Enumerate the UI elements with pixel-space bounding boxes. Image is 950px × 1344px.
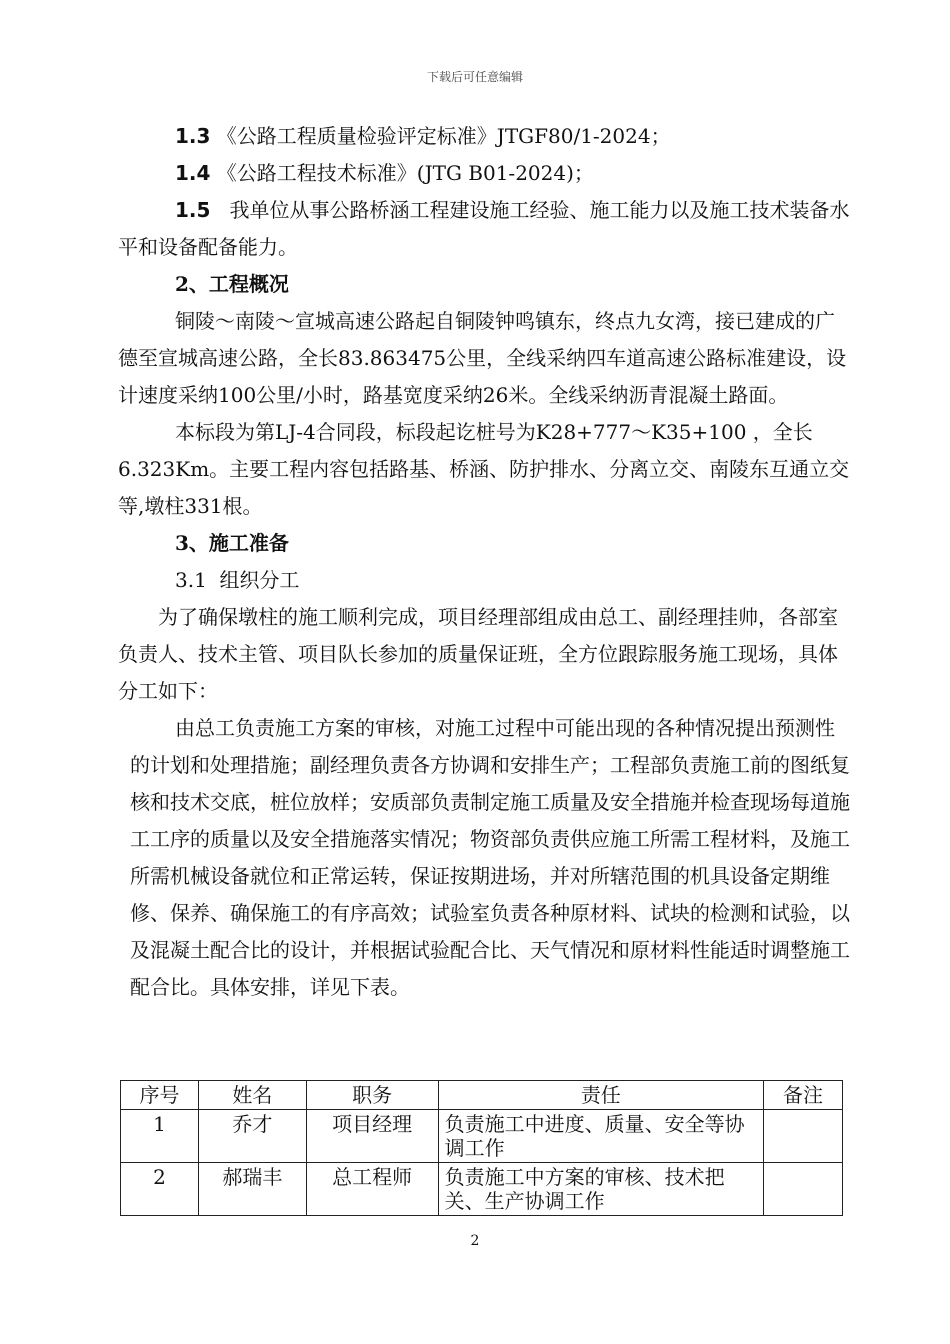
table-cell [764, 1163, 843, 1216]
item-number: 1.4 [175, 161, 211, 185]
header-cell: 序号 [121, 1081, 199, 1110]
table-cell: 总工程师 [306, 1163, 438, 1216]
table-row [121, 1163, 843, 1216]
section-3-1-heading: 3.1 组织分工 [175, 568, 300, 592]
table-cell: 负责施工中进度、质量、安全等协调工作 [438, 1110, 763, 1163]
table-cell: 郝瑞丰 [198, 1163, 306, 1216]
item-text: 《公路工程质量检验评定标准》JTGF80/1-2024； [216, 124, 671, 148]
section-2-para-2: 本标段为第LJ-4合同段，标段起讫桩号为K28+777～K35+100 ，全长6.323Km。主要工程内容包括路基、桥涵、防护排水、分离立交、南陵东互通立交等,墩柱331根。 [118, 420, 850, 518]
table-header-row [121, 1081, 843, 1110]
staff-table [120, 1080, 843, 1216]
item-1-5 [118, 192, 853, 266]
item-number: 1.3 [175, 124, 211, 148]
table-cell: 负责施工中方案的审核、技术把关、生产协调工作 [438, 1163, 763, 1216]
item-1-4 [118, 155, 853, 192]
header-cell: 备注 [764, 1081, 843, 1110]
header-cell: 姓名 [198, 1081, 306, 1110]
table-cell: 2 [121, 1163, 199, 1216]
body-content [118, 118, 853, 1006]
table-cell: 乔才 [198, 1110, 306, 1163]
item-number: 1.5 [175, 198, 211, 222]
section-2-heading: 2、工程概况 [175, 272, 289, 296]
item-1-3 [118, 118, 853, 155]
header-cell: 职务 [306, 1081, 438, 1110]
header-cell: 责任 [438, 1081, 763, 1110]
table-cell [764, 1110, 843, 1163]
page-number: 2 [470, 1233, 480, 1249]
item-text: 《公路工程技术标准》(JTG B01-2024)； [216, 161, 594, 185]
section-3-para-1: 为了确保墩柱的施工顺利完成，项目经理部组成由总工、副经理挂帅，各部室负责人、技术主管、项目队长参加的质量保证班，全方位跟踪服务施工现场，具体分工如下： [118, 605, 838, 703]
table-row [121, 1110, 843, 1163]
section-3-para-2: 由总工负责施工方案的审核，对施工过程中可能出现的各种情况提出预测性的计划和处理措施；副经理负责各方协调和安排生产；工程部负责施工前的图纸复核和技术交底，桩位放样；安质部负责制定施工质量及安全措施并检查现场每道施工工序的质量以及安全措施落实情况；物资部负责供应施工所需工程材料，及施工所需机械设备就位和正常运转，保证按期进场，并对所辖范围的机具设备定期维修、保养、确保施工的有序高效；试验室负责各种原材料、试块的检测和试验，以及混凝土配合比的设计，并根据试验配合比、天气情况和原材料性能适时调整施工配合比。具体安排，详见下表。 [130, 716, 850, 999]
section-2-para-1: 铜陵～南陵～宣城高速公路起自铜陵钟鸣镇东，终点九女湾，接已建成的广德至宣城高速公路，全长83.863475公里，全线采纳四车道高速公路标准建设，设计速度采纳100公里/小时，路基宽度采纳26米。全线采纳沥青混凝土路面。 [118, 309, 847, 407]
table-cell: 1 [121, 1110, 199, 1163]
section-3-heading: 3、施工准备 [175, 531, 289, 555]
header-note: 下载后可任意编辑 [426, 70, 523, 84]
table-cell: 项目经理 [306, 1110, 438, 1163]
item-text: 我单位从事公路桥涵工程建设施工经验、施工能力以及施工技术装备水平和设备配备能力。 [118, 198, 850, 259]
